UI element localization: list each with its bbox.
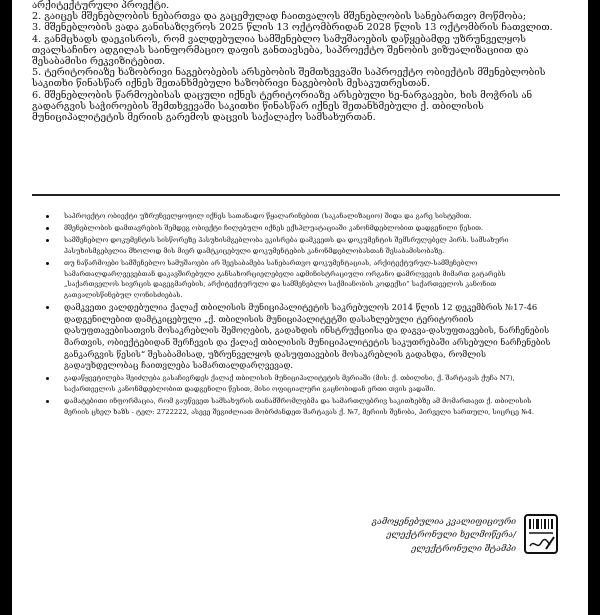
decision-item: 3. მშენებლობის ვადა განისაზღვროს 2025 წლის 13 ოქტომბრიდან 2028 წლის 13 ოქტომბრის ჩათვლით. <box>32 22 553 34</box>
document-page <box>24 0 576 615</box>
e-signature-icon <box>522 513 560 555</box>
note-item: დამატებითი ინფორმაცია, რომ გაუწევეთ სამსახურის თანამშრომლებმა და სამართლებრივ საკითხებზე ამ მომართავთ ქ. თბილისის მერიის ცხელ ხაზს - ტელ: 2722222, ასევე შეგიძლიათ მობრძანდეთ შარტავას ქ. №7, მერიის შენობა, პირველი სართული, სიცრცე №4. <box>42 396 552 418</box>
note-item: თუ ნაწარმოები სამშენებლო სამუშაოები არ შეესაბამება სანებართვო დოკუმენტაციას, არქიტექტურულ-სამშენებლო სამართალდარღვევებთან დაკავშირებული განსახორციელებელი ადმინისტრაციული ორგანო დამრღვევის მიმართ გატარებს „საქართველოს სივრცის დაგეგმარების, არქიტექტურული და სამშენებლო საქმიანობის კოდექსი“ საქართველოს კანონით გათვალისწინებულ ღონისძიებას. <box>42 258 552 302</box>
decision-item: არქიტექტურული პროექტი. <box>32 0 170 11</box>
note-item: სამშენებლო დოკუმენტის სისწორეზე პასუხისმგებლობა ეკისრება დამკვეთს და დოკუმენტის შემსრულებელ პირს. სამსახური პასუხისმგებელია მხოლოდ მის მიერ დამტკიცებული დოკუმენტების კანონმდებლობასთან შესაბამისობაზე. <box>42 235 552 257</box>
signature-line: გამოყენებულია კვალიფიციური <box>371 517 516 527</box>
window-frame-left <box>0 0 12 615</box>
decision-item: 2. გაიცეს მშენებლობის ნებართვა და გაცემულად ჩაითვალოს მშენებლობის სანებართვო მოწმობა; <box>32 11 527 23</box>
decision-items <box>32 0 560 123</box>
window-frame-right <box>588 0 600 615</box>
note-item: დამკვეთი ვალდებულია ქალაქ თბილისის მუნიციპალიტეტის საკრებულოს 2014 წლის 12 დეკემბრის №17-46 დადგენილებით დამტკიცებული „ქ. თბილისის მუნიციპალიტეტში დასახლებული ტერიტორიის დასუფთავებისათვის მოსაკრებლის შემოღების, გადახდის ინსტრუქციისა და დაგვა-დასუფთავების, ნარჩენების მართვის, ობიექტებიდან შერჩევის და ქალაქ თბილისის მუნიციპალიტეტის საკუთრებაში არსებული ნარჩენების განკარგვის წესის“ შესაბამისად, უზრუნველყოს დასუფთავების მოსაკრებლის გადახდა, რომლის გადაუხდელობაც ჩაითვლება სამართალდარღვევად. <box>42 302 552 372</box>
signature-line: ელექტრონული შტამპი <box>411 543 516 554</box>
note-item: მშენებლობის დამთავრების შემდეგ ობიექტი ჩილებული იქნეს ექსპლუატაციაში კანონმდებლობით დადგენილი წესით. <box>42 223 552 234</box>
divider-line <box>32 194 560 196</box>
decision-item: 4. განმცხადს დაეკისროს, რომ ვალდებულია სამშენებლო სამუშაოების დაწყებამდე უზრუნველყოს თვალსაჩინო ადგილას საინფორმაციო დაფის განთავსება, საპროექტო შენობის ვიზუალიზაციით და შესაბამისი რეკვიზიტებით. <box>32 33 529 68</box>
decision-item: 5. ტერიტორიაზე ხაზობრივი ნაგებობების არსებობის შემთხვევაში საპროექტო ობიექტის მშენებლობის საკითხი წინასწარ იქნეს შეთანხმებული ხაზობრივი ნაგებობის მესაკუთრესთან. <box>32 67 546 90</box>
decision-item: 6. მშენებლობის წარმოებისას დაცული იქნეს ტერიტორიაზე არსებული ხე-ნარგავები, ხის მოჭრის ან გადარგვის საჭიროების შემთხვევაში საკითხი წინასწარ იქნეს შეთანხმებული ქ. თბილისის მუნიციპალიტეტის მერიის გარემოს დაცვის საქალაქო სამსახურთან. <box>32 89 533 124</box>
signature-line: ელექტრონული ხელმოწერა/ <box>386 530 516 541</box>
signature-block <box>336 516 516 556</box>
note-item: გადაწყვეტილება შეიძლება გასაჩივრდეს ქალაქ თბილისის მუნიციპალიტეტის მერიაში (მის: ქ. თბილისი, ქ. შარტავას ქუჩა N7), საქართველოს კანონმდებლობით დადგენილი წესით, მისი ოფიციალური გაცნობიდან ერთი თვის ვადაში. <box>42 373 552 395</box>
note-item: საპროექტო ობიექტი უზრუნველყოფილ იქნეს სათანადო წყალარინებით (საკანალიზაციო) შიდა და გარე სისტემით. <box>42 211 552 222</box>
notes-list <box>42 211 552 418</box>
